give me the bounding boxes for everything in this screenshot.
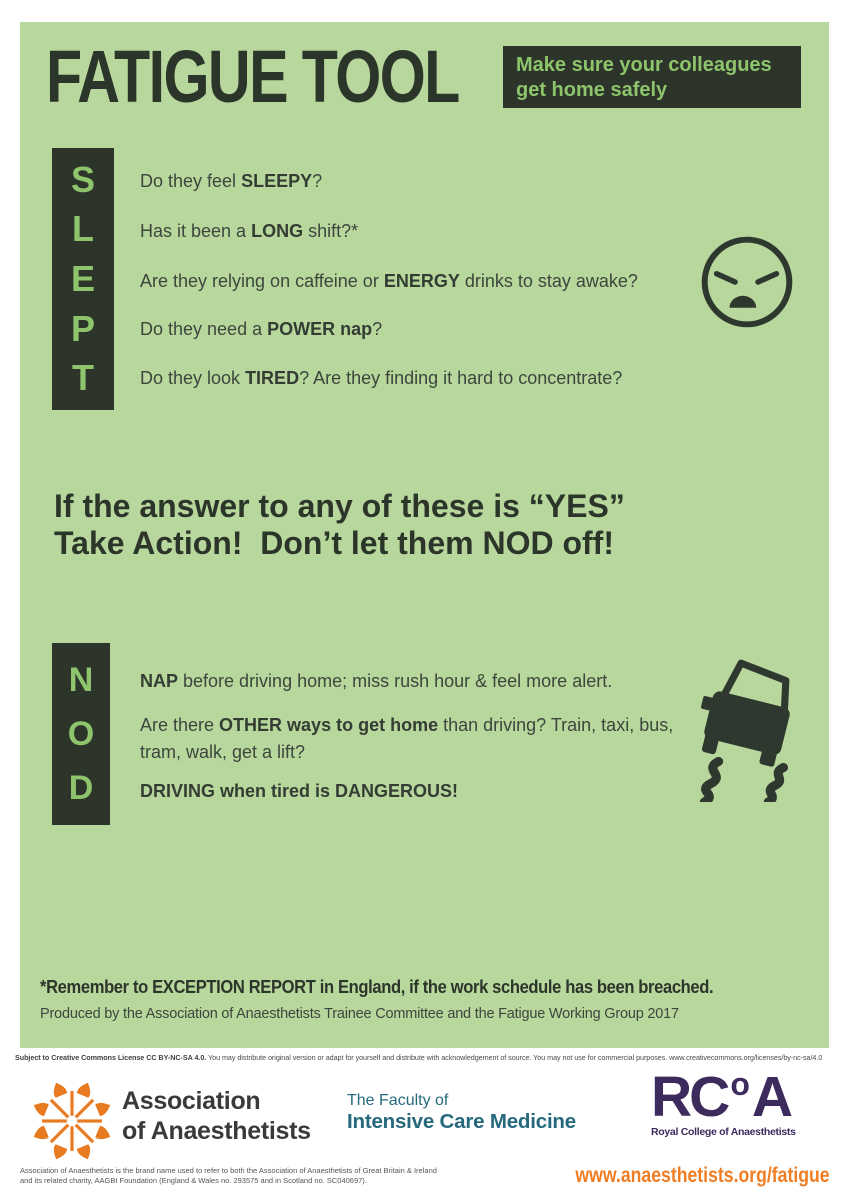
nod-letter: D xyxy=(68,769,94,807)
slept-letter: E xyxy=(70,257,95,299)
slept-letter: T xyxy=(72,357,94,399)
license-line: Subject to Creative Commons License CC BY-NC-SA 4.0. You may distribute original version or adapt for yourself and distribute with acknowledgement of source. You may not use for commercial purposes. www.creativecommons.org/licenses/by-nc-sa/4.0 xyxy=(15,1053,823,1062)
header-badge xyxy=(503,46,801,108)
callout-line: If the answer to any of these is “YES” xyxy=(54,488,625,524)
license-lead: Subject to Creative Commons License CC BY-NC-SA 4.0. xyxy=(15,1053,207,1062)
rcoa-tagline: Royal College of Anaesthetists xyxy=(651,1126,796,1138)
ficm-logo-line: The Faculty of xyxy=(347,1092,449,1109)
ficm-logo-text xyxy=(347,1091,576,1134)
slept-question: Do they look TIRED? Are they finding it hard to concentrate? xyxy=(140,368,623,388)
rcoa-logotype: RCoA xyxy=(651,1065,791,1129)
association-logo-line: Association xyxy=(122,1087,261,1115)
nod-letter: N xyxy=(68,661,94,699)
nod-item: NAP before driving home; miss rush hour & feel more alert. xyxy=(140,671,613,691)
take-action-callout xyxy=(54,488,625,562)
slept-question: Do they feel SLEEPY? xyxy=(140,171,323,191)
slept-letter: P xyxy=(70,307,95,349)
fatigue-website-url: www.anaesthetists.org/fatigue xyxy=(575,1164,830,1187)
badge-line: Make sure your colleagues xyxy=(516,54,772,76)
slept-letter: L xyxy=(72,208,94,250)
rcoa-logo xyxy=(651,1065,796,1138)
slept-acronym-panel xyxy=(52,148,114,410)
nod-letter: O xyxy=(67,715,95,753)
brand-legal-line: and its related charity, AAGBI Foundation (England & Wales no. 293575 and in Scotland no. SC040697). xyxy=(20,1176,367,1185)
nod-item: Are there OTHER ways to get home than driving? Train, taxi, bus, tram, walk, get a lift? xyxy=(140,715,674,762)
association-logo-line: of Anaesthetists xyxy=(122,1117,311,1145)
association-starburst-icon xyxy=(28,1077,116,1165)
tired-face-icon xyxy=(701,236,793,328)
brand-legal-note xyxy=(20,1166,437,1186)
produced-by-note: Produced by the Association of Anaesthetists Trainee Committee and the Fatigue Working Group 2017 xyxy=(40,1006,679,1022)
poster-title: FATIGUE TOOL xyxy=(46,35,459,118)
skidding-car-icon xyxy=(672,650,824,802)
callout-line: Take Action! Don’t let them NOD off! xyxy=(54,525,614,561)
slept-letter: S xyxy=(70,158,95,200)
slept-question: Do they need a POWER nap? xyxy=(140,319,383,339)
brand-legal-line: Association of Anaesthetists is the brand name used to refer to both the Association of Anaesthetists of Great Britain & Ireland xyxy=(20,1166,437,1175)
nod-acronym-panel xyxy=(52,643,110,825)
exception-report-note: *Remember to EXCEPTION REPORT in England, if the work schedule has been breached. xyxy=(40,977,714,997)
badge-line: get home safely xyxy=(516,79,668,101)
association-logo-text xyxy=(122,1086,311,1146)
nod-item: DRIVING when tired is DANGEROUS! xyxy=(140,781,459,801)
slept-question: Has it been a LONG shift?* xyxy=(140,221,359,241)
slept-question: Are they relying on caffeine or ENERGY drinks to stay awake? xyxy=(140,271,638,291)
ficm-logo-line: Intensive Care Medicine xyxy=(347,1110,576,1133)
